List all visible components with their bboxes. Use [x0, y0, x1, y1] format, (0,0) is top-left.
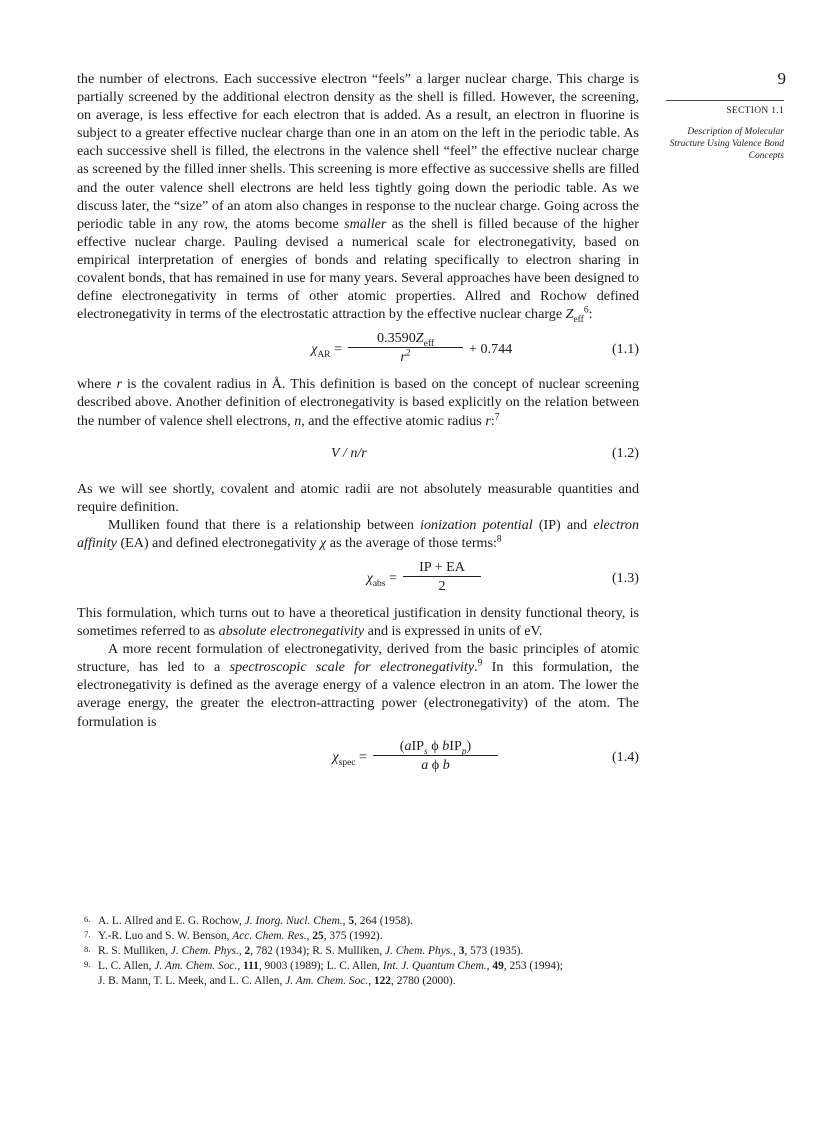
reference-mark: 9: [477, 658, 483, 669]
paragraph: where r is the covalent radius in Å. This definition is based on the concept of nuclear screening described above. Another definition of electronegativity is based explicitly on the relation between the number of valence shell electrons, n, and the effective atomic radius r:$^7$: [77, 376, 640, 429]
footnote: 8. R. S. Mulliken, J. Chem. Phys., 2, 782 (1934); R. S. Mulliken, J. Chem. Phys., 3, 573 (1935).: [84, 944, 524, 957]
reference-mark: 7: [494, 411, 500, 422]
paragraph: This formulation, which turns out to have a theoretical justification in density functional theory, is sometimes referred to as absolute electronegativity and is expressed in units of eV.: [77, 604, 639, 640]
fraction: $0.3590Z_{eff}$ $r^2$: [348, 329, 463, 366]
equation-1-2: V / n/r (1.2): [331, 444, 639, 461]
section-title: Description of Molecular Structure Using Valence Bond Concepts: [669, 127, 784, 161]
footnotes: [84, 914, 644, 989]
equation-1-3: $\chi_{abs}$ = $\frac{IP + EA}{2}$ (1.3): [366, 558, 639, 594]
page-number: 9: [777, 69, 786, 88]
section-label: SECTION 1.1: [726, 106, 784, 116]
fraction: $\frac{IP + EA}{2}$: [403, 558, 481, 595]
equation-1-4: $\chi_{spec}$ = (aIP$_s$ ϕ bIP$_p$) a ϕ b (1.4): [332, 737, 639, 773]
margin-rule: [666, 100, 784, 101]
equation-number: (1.1): [611, 341, 639, 358]
paragraph: A more recent formulation of electronegativity, derived from the basic principles of atomic structure, has led to a spectroscopic scale for electronegativity.$^9$ In this formulation, the electronegativity is defined as the average energy of a valence electron in an atom. The lower the average energy, the greater the electron-attracting power (electronegativity) of the atom. The formulation is: [77, 641, 639, 730]
equation-number: (1.4): [611, 748, 639, 765]
equation-number: (1.3): [611, 569, 639, 586]
footnote: 6. A. L. Allred and E. G. Rochow, J. Inorg. Nucl. Chem., 5, 264 (1958).: [84, 914, 413, 927]
reference-mark: 8: [496, 534, 502, 545]
main-text: [77, 70, 639, 783]
reference-mark: 6: [583, 305, 589, 316]
paragraph: the number of electrons. Each successive electron “feels” a larger nuclear charge. This charge is partially screened by the additional electron density as the shell is filled. However, the screening, on average, is less effective for each electron that is added. As a result, an electron in fluorine is subject to a greater effective nuclear charge than one in an atom on the left in the periodic table. As each successive shell is filled, the electrons in the valence shell “feel” the effective nuclear charge as screened by the filled inner shells. This screening is more effective as successive shells are filled and the outer valence shell electrons are held less tightly going down the periodic table. As we discuss later, the “size” of an atom also changes in response to the nuclear charge. Going across the periodic table in any row, the atoms become smaller as the shell is filled because of the higher effective nuclear charge. Pauling devised a numerical scale for electronegativity, based on empirical interpretation of energies of bonds and relating specifically to electron sharing in covalent bonds, that has remained in use for many years. Several approaches have been designed to define electronegativity in terms of other atomic properties. Allred and Rochow defined electronegativity in terms of the electrostatic attraction by the effective nuclear charge $Z_{eff}^6$:: [77, 71, 639, 326]
fraction: (aIP$_s$ ϕ bIP$_p$) a ϕ b: [373, 737, 498, 774]
paragraph: Mulliken found that there is a relationship between ionization potential (IP) and electron affinity (EA) and defined electronegativity χ as the average of those terms:$^8$: [77, 516, 640, 551]
footnote: 7. Y.-R. Luo and S. W. Benson, Acc. Chem. Res., 25, 375 (1992).: [84, 929, 383, 942]
equation-number: (1.2): [611, 444, 639, 461]
paragraph: As we will see shortly, covalent and atomic radii are not absolutely measurable quantities and require definition.: [77, 480, 639, 515]
equation-1-1: $\chi_{AR}$ = $0.3590Z_{eff}$ $r^2$ + 0.744 (1.1): [311, 330, 639, 366]
footnote: 9. L. C. Allen, J. Am. Chem. Soc., 111, 9003 (1989); L. C. Allen, Int. J. Quantum Chem., 49, 253 (1994); J. B. Mann, T. L. Meek, and L. C. Allen, J. Am. Chem. Soc., 122, 2780 (2000).: [84, 959, 563, 987]
